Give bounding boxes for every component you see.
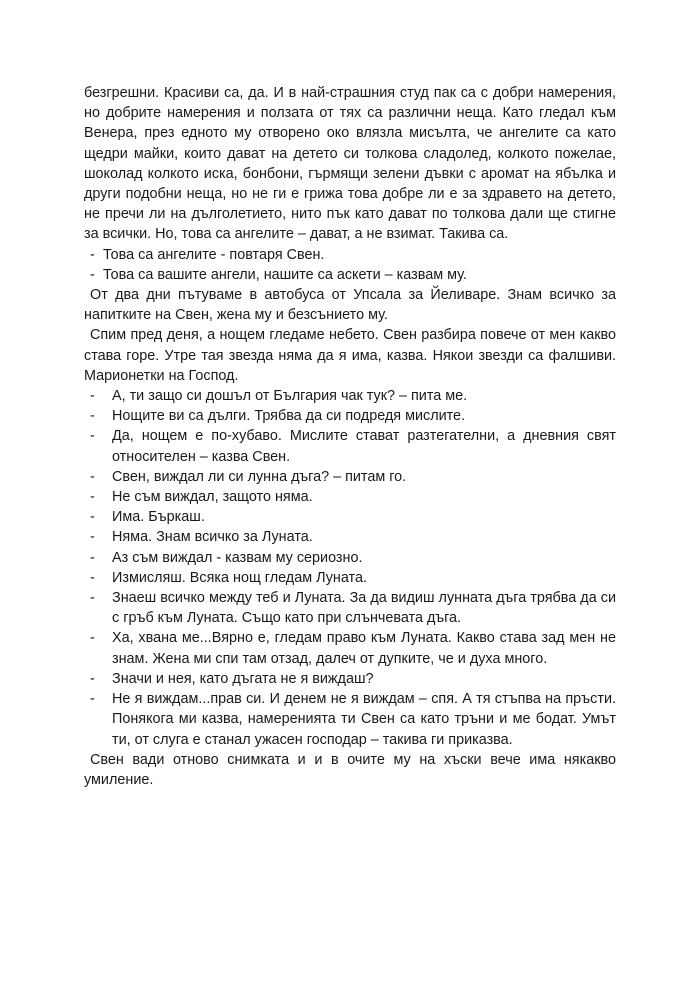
dialogue-line: [84, 568, 616, 588]
dialogue-text: Това са вашите ангели, нашите са аскети – казвам му.: [103, 266, 467, 283]
dialogue-line: [84, 245, 616, 265]
dialogue-line: [84, 487, 616, 507]
dialogue-line: [84, 467, 616, 487]
dialogue-text: Това са ангелите - повтаря Свен.: [103, 246, 325, 263]
dash-marker: -: [90, 529, 95, 546]
dash-marker: -: [90, 549, 95, 566]
dialogue-text: Свен, виждал ли си лунна дъга? – питам го.: [112, 468, 407, 485]
dialogue-text: Да, нощем е по-хубаво. Мислите стават разтегателни, а дневния свят относителен – казва Свен.: [112, 428, 616, 465]
dialogue-line: [84, 406, 616, 426]
dash-marker: -: [90, 590, 95, 607]
dialogue-line: [84, 588, 616, 628]
dialogue-text: А, ти защо си дошъл от България чак тук? – пита ме.: [112, 388, 468, 405]
dash-marker: -: [90, 630, 95, 647]
dash-marker: -: [90, 670, 95, 687]
dialogue-text: Не съм виждал, защото няма.: [112, 489, 313, 506]
dialogue-line: [84, 669, 616, 689]
dash-marker: -: [90, 246, 95, 263]
dialogue-line: [84, 426, 616, 466]
dash-marker: -: [90, 569, 95, 586]
dash-marker: -: [90, 266, 95, 283]
dash-marker: -: [90, 388, 95, 405]
paragraph: От два дни пътуваме в автобуса от Упсала за Йеливаре. Знам всичко за напитките на Свен, жена му и безсънието му.: [84, 287, 616, 324]
dialogue-text: Знаеш всичко между теб и Луната. За да видиш лунната дъга трябва да си с гръб към Луната. Също като при слънчевата дъга.: [112, 590, 616, 627]
dialogue-text: Значи и нея, като дъгата не я виждаш?: [112, 670, 374, 687]
dash-marker: -: [90, 428, 95, 445]
dialogue-text: Няма. Знам всичко за Луната.: [112, 529, 313, 546]
dialogue-line: [84, 527, 616, 547]
paragraph: безгрешни. Красиви са, да. И в най-страшния студ пак са с добри намерения, но добрите намерения и ползата от тях са различни неща. Като гледал към Венера, през едното му отворено око влязла мисълта, че ангелите са като щедри майки, които дават на детето си толкова сладолед, колкото пожелае, шоколад колкото иска, бонбони, гърмящи зелени дъвки с аромат на ябълка и други подобни неща, но не ги е грижа това добре ли е за здравето на детето, не пречи ли на дълголетието, нито пък като дават по толкова дали ще стигне за всички. Но, това са ангелите – дават, а не взимат. Такива са.: [84, 85, 616, 243]
dialogue-line: [84, 386, 616, 406]
paragraph: Спим пред деня, а нощем гледаме небето. Свен разбира повече от мен какво става горе. Утре тая звезда няма да я има, казва. Някои звезди са фалшиви. Марионетки на Господ.: [84, 327, 616, 384]
dialogue-line: [84, 507, 616, 527]
dash-marker: -: [90, 691, 95, 708]
dialogue-line: [84, 548, 616, 568]
dash-marker: -: [90, 408, 95, 425]
dialogue-text: Ха, хвана ме...Вярно е, гледам право към Луната. Какво става зад мен не знам. Жена ми спи там отзад, далеч от дупките, че и духа много.: [112, 630, 616, 667]
dialogue-text: Има. Бъркаш.: [112, 509, 205, 526]
dialogue-text: Аз съм виждал - казвам му сериозно.: [112, 549, 363, 566]
dialogue-line: [84, 689, 616, 750]
dash-marker: -: [90, 509, 95, 526]
paragraph: Свен вади отново снимката и и в очите му на хъски вече има някакво умиление.: [84, 751, 616, 788]
dialogue-text: Измисляш. Всяка нощ гледам Луната.: [112, 569, 367, 586]
document-page: [84, 83, 616, 790]
dialogue-text: Не я виждам...прав си. И денем не я виждам – спя. А тя стъпва на пръсти. Понякога ми казва, намеренията ти Свен са като тръни и ме бодат. Умът ти, от слуга е станал ужасен господар – такива ги приказва.: [112, 691, 616, 748]
dialogue-line: [84, 628, 616, 668]
dash-marker: -: [90, 468, 95, 485]
dash-marker: -: [90, 489, 95, 506]
dialogue-text: Нощите ви са дълги. Трябва да си подредя мислите.: [112, 408, 466, 425]
dialogue-line: [84, 265, 616, 285]
